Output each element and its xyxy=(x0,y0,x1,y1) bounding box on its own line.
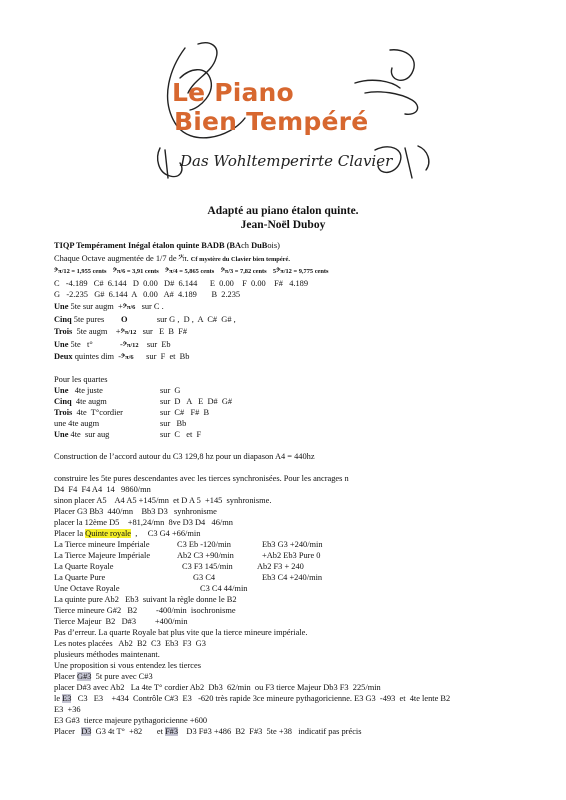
heading-line1: Adapté au piano étalon quinte. xyxy=(207,205,359,217)
text-line: Tierce Majeur B2 D#3 +400/min xyxy=(54,617,188,626)
highlight-quinte-royale: Quinte royale xyxy=(85,529,131,538)
interval-value: C3 C4 44/min xyxy=(200,584,248,593)
fourth-row: Trois 4te T°cordier xyxy=(54,408,123,417)
text-line: construire les 5te pures descendantes avec les tierces synchronisées. Pour les ancrages n xyxy=(54,474,349,483)
text-line: Pas d’erreur. La quarte Royale bat plus vite que la tierce mineure impériale. xyxy=(54,628,308,637)
text-line: sinon placer A5 A4 A5 +145/mn et D A 5 +145 synhronisme. xyxy=(54,496,272,505)
interval-value: Eb3 G3 +240/min xyxy=(262,540,323,549)
system-title-a: TIQP Tempérament Inégal étalon quinte BADB (BA xyxy=(54,241,242,250)
fourth-row: Cinq 4te augm xyxy=(54,397,107,406)
interval-label: La Tierce Majeure Impériale xyxy=(54,551,151,560)
text-line: E3 +36 xyxy=(54,705,81,714)
interval-value: C3 F3 145/min xyxy=(182,562,233,571)
placer-gs-line: Placer G#3 5t pure avec C#3 xyxy=(54,672,153,681)
text-line: Une proposition si vous entendez les tierces xyxy=(54,661,201,670)
text-line: E3 G#3 tierce majeure pythagoricienne +600 xyxy=(54,716,208,725)
highlight-e3: E3 xyxy=(62,694,72,703)
system-title-d: ois) xyxy=(267,241,280,250)
unit-2: 𝄢π/6 = 3,91 cents xyxy=(112,268,159,275)
system-title-c: DuB xyxy=(251,241,268,250)
text-line: plusieurs méthodes maintenant. xyxy=(54,650,160,659)
last-line: Placer D3 G3 4t T° +82 et F#3 D3 F#3 +486 B2 F#3 5te +38 indicatif pas précis xyxy=(54,727,362,736)
banner-title-line1: Le Piano xyxy=(172,78,294,107)
unit-5: 5𝄢π/12 = 9,775 cents xyxy=(272,268,329,275)
fourth-row-target: sur G xyxy=(160,386,181,395)
interval-label: Une Octave Royale xyxy=(54,584,120,593)
banner-title-line2: Bien Tempéré xyxy=(174,107,369,136)
text-line: placer la 12ème D5 +81,24/mn 8ve D3 D4 46/mn xyxy=(54,518,233,527)
interval-value: +Ab2 Eb3 Pure 0 xyxy=(262,551,321,560)
values-row-c: C -4.189 C# 6.144 D 0.00 D# 6.144 E 0.00 F 0.00 F# 4.189 xyxy=(54,279,309,288)
text-line: Placer G3 Bb3 440/mn Bb3 D3 synhronisme xyxy=(54,507,217,516)
interval-value: G3 C4 xyxy=(193,573,216,582)
fifth-row: Deux quintes dim -𝄢π/6 sur F et Bb xyxy=(54,352,190,361)
fourth-row-target: sur Bb xyxy=(160,419,187,428)
text-line: La quinte pure Ab2 Eb3 suivant la règle donne le B2 xyxy=(54,595,237,604)
fourth-row-target: sur C et F xyxy=(160,430,202,439)
interval-label: La Tierce mineure Impériale xyxy=(54,540,150,549)
fourth-row-target: sur D A E D# G# xyxy=(160,397,233,406)
banner-title xyxy=(172,78,392,136)
octave-text-b: π. xyxy=(182,254,189,263)
heading-line2: Jean-Noël Duboy xyxy=(240,219,326,231)
interval-value: Ab2 F3 + 240 xyxy=(257,562,304,571)
fifth-row: Trois 5te augm +𝄢π/12 sur E B F# xyxy=(54,327,188,336)
system-title xyxy=(54,241,280,251)
highlight-fs3: F#3 xyxy=(165,727,179,736)
fifth-row: Cinq 5te pures O sur G , D , A C# G# , xyxy=(54,315,236,324)
fourth-row: Une 4te juste xyxy=(54,386,103,395)
highlight-d3: D3 xyxy=(81,727,92,736)
interval-value: Ab2 C3 +90/min xyxy=(177,551,234,560)
quinte-royale-line: Placer la Quinte royale , C3 G4 +66/min xyxy=(54,529,201,538)
fourth-row: une 4te augm xyxy=(54,419,100,428)
interval-value: C3 Eb -120/min xyxy=(177,540,231,549)
octave-note: Cf mystère du Clavier bien tempéré. xyxy=(190,256,290,263)
text-line: D4 F4 F4 A4 14 9860/mn xyxy=(54,485,151,494)
octave-symbol: 𝄢 xyxy=(176,253,183,263)
system-title-b: ch xyxy=(241,241,252,250)
fifth-row: Une 5te sur augm +𝄢π/6 sur C . xyxy=(54,302,164,311)
units-line xyxy=(54,266,329,277)
text-line: placer D#3 avec Ab2 La 4te T° cordier Ab2 Db3 62/min ou F3 tierce Majeur Db3 F3 225/min xyxy=(54,683,381,692)
fourth-row-target: sur C# F# B xyxy=(160,408,210,417)
fifth-row: Une 5te t° -𝄢π/12 sur Eb xyxy=(54,340,171,349)
text-line: Tierce mineure G#2 B2 -400/min isochronisme xyxy=(54,606,236,615)
highlight-gs3: G#3 xyxy=(77,672,92,681)
unit-4: 𝄢π/3 = 7,82 cents xyxy=(220,268,267,275)
octave-text: Chaque Octave augmentée de 1/7 de xyxy=(54,254,177,263)
unit-3: 𝄢π/4 = 5,865 cents xyxy=(165,268,215,275)
text-line: Les notes placées Ab2 B2 C3 Eb3 F3 G3 xyxy=(54,639,206,648)
le-e3-line: le E3 C3 E3 +434 Contrôle C#3 E3 -620 très rapide 3ce mineure pythagoricienne. E3 G3 -493 et 4te lente B2 xyxy=(54,694,451,703)
octave-line xyxy=(54,253,290,265)
values-row-g: G -2.235 G# 6.144 A 0.00 A# 4.189 B 2.235 xyxy=(54,290,241,299)
interval-label: La Quarte Royale xyxy=(54,562,114,571)
unit-1: 𝄢π/12 = 1,955 cents xyxy=(54,268,107,275)
banner-script-text: Das Wohltemperirte Clavier xyxy=(180,152,393,170)
fourth-row: Une 4te sur aug xyxy=(54,430,110,439)
interval-label: La Quarte Pure xyxy=(54,573,106,582)
fourths-title: Pour les quartes xyxy=(54,375,108,384)
construction-line: Construction de l’accord autour du C3 129,8 hz pour un diapason A4 = 440hz xyxy=(54,452,315,461)
interval-value: Eb3 C4 +240/min xyxy=(262,573,323,582)
